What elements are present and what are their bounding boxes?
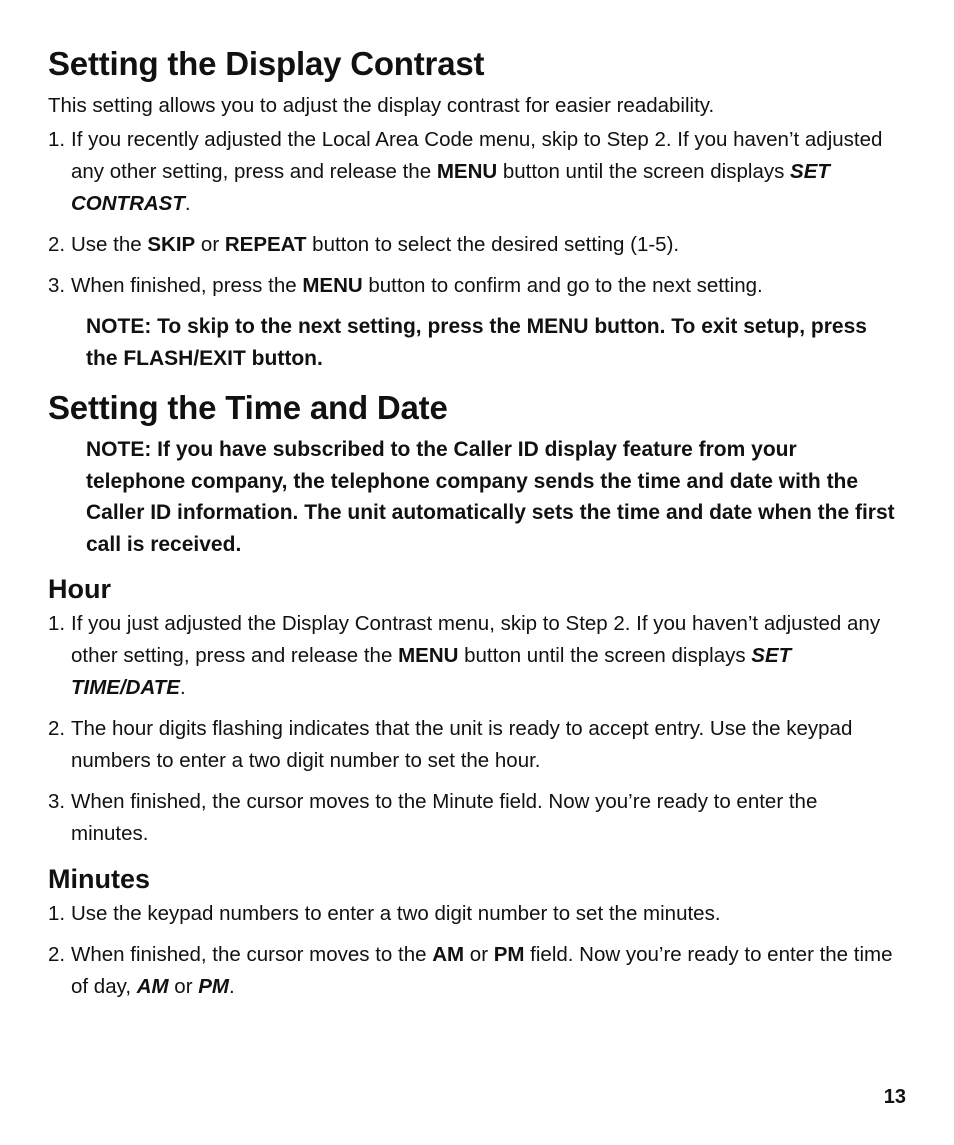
step-number: 1. <box>48 128 66 151</box>
step-text: The hour digits flashing indicates that the unit is ready to accept entry. Use the keypad numbers to enter a two digit number to set the hour. <box>71 717 853 772</box>
step-number: 2. <box>48 943 66 966</box>
hour-heading: Hour <box>48 574 111 604</box>
step-text: . <box>179 676 186 699</box>
page-number: 13 <box>883 1086 906 1108</box>
step-text: or <box>168 975 199 998</box>
keyword-am-italic: AM <box>136 975 169 998</box>
step-text: When finished, press the <box>71 274 303 297</box>
minutes-steps <box>48 898 898 1003</box>
minutes-heading: Minutes <box>48 864 151 894</box>
manual-page <box>48 40 898 1003</box>
display-contrast-intro: This setting allows you to adjust the display contrast for easier readability. <box>48 94 715 117</box>
list-item <box>48 898 898 930</box>
step-text: If you recently adjusted the Local Area Code menu, skip to Step 2. If you haven’t adjusted any other setting, press and release the <box>71 128 883 183</box>
list-item <box>48 229 898 261</box>
step-text: If you just adjusted the Display Contrast menu, skip to Step 2. If you haven’t adjusted any other setting, press and release the <box>71 612 881 667</box>
keyword-am: AM <box>432 943 465 966</box>
step-text: button to select the desired setting (1-5). <box>306 233 680 256</box>
step-text: or <box>195 233 225 256</box>
step-text: . <box>228 975 235 998</box>
step-number: 1. <box>48 902 66 925</box>
step-number: 3. <box>48 274 66 297</box>
step-text: Use the <box>71 233 148 256</box>
step-number: 2. <box>48 717 66 740</box>
keyword-menu: MENU <box>398 644 459 667</box>
display-contrast-steps <box>48 124 898 302</box>
step-number: 1. <box>48 612 66 635</box>
display-contrast-section <box>48 40 898 374</box>
hour-steps <box>48 608 898 850</box>
step-text: field. Now you’re ready to enter the time of day, <box>71 943 893 998</box>
step-text: button until the screen displays <box>458 644 752 667</box>
keyword-skip: SKIP <box>147 233 196 256</box>
list-item <box>48 939 898 1003</box>
list-item <box>48 713 898 777</box>
display-contrast-note: NOTE: To skip to the next setting, press the MENU button. To exit setup, press the FLASH/EXIT button. <box>86 315 867 370</box>
keyword-set-contrast: SET CONTRAST <box>71 160 830 215</box>
time-date-section <box>48 384 898 1003</box>
list-item <box>48 270 898 302</box>
keyword-set-time-date: SET TIME/DATE <box>71 644 792 699</box>
step-text: button until the screen displays <box>497 160 791 183</box>
display-contrast-heading: Setting the Display Contrast <box>48 45 485 82</box>
step-number: 2. <box>48 233 66 256</box>
list-item <box>48 608 898 704</box>
step-text: Use the keypad numbers to enter a two digit number to set the minutes. <box>71 902 721 925</box>
keyword-pm-italic: PM <box>198 975 229 998</box>
step-number: 3. <box>48 790 66 813</box>
step-text: . <box>184 192 191 215</box>
keyword-menu: MENU <box>436 160 498 183</box>
keyword-repeat: REPEAT <box>224 233 307 256</box>
list-item <box>48 124 898 220</box>
keyword-pm: PM <box>493 943 525 966</box>
time-date-heading: Setting the Time and Date <box>48 389 448 426</box>
step-text: or <box>464 943 494 966</box>
list-item <box>48 786 898 850</box>
step-text: When finished, the cursor moves to the Minute field. Now you’re ready to enter the minutes. <box>71 790 818 845</box>
time-date-note: NOTE: If you have subscribed to the Caller ID display feature from your telephone company, the telephone company sends the time and date with the Caller ID information. The unit automatically sets the time and date when the first call is received. <box>86 438 895 556</box>
step-text: When finished, the cursor moves to the <box>71 943 433 966</box>
keyword-menu: MENU <box>302 274 363 297</box>
step-text: button to confirm and go to the next setting. <box>362 274 763 297</box>
